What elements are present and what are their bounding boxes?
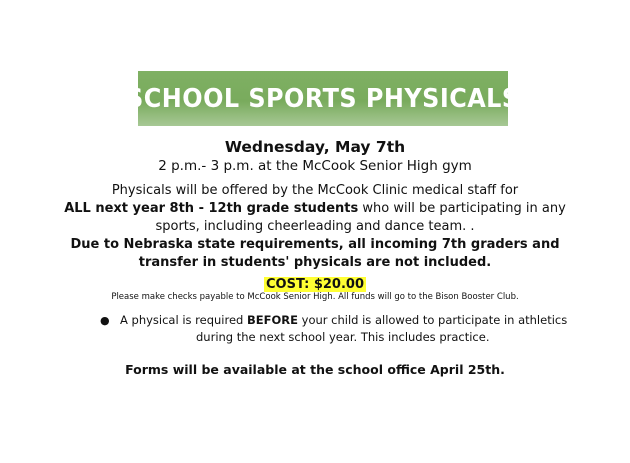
bullet-icon: ● (100, 314, 110, 327)
state-requirement-line-2: transfer in students' physicals are not included. (138, 255, 492, 270)
event-date: Wednesday, May 7th (224, 138, 406, 156)
bullet-line-1 (120, 313, 567, 327)
description-line-1: Physicals will be offered by the McCook Clinic medical staff for (111, 183, 519, 198)
state-requirement-line-1: Due to Nebraska state requirements, all incoming 7th graders and (70, 237, 560, 252)
description-line-2 (0, 201, 630, 216)
cost-line (0, 273, 630, 292)
forms-note: Forms will be available at the school office April 25th. (125, 362, 505, 377)
bullet-text-end: your child is allowed to participate in athletics (297, 313, 568, 327)
bullet-line-2: during the next school year. This includes practice. (196, 330, 490, 344)
checks-note: Please make checks payable to McCook Senior High. All funds will go to the Bison Booster Club. (111, 292, 519, 302)
header-banner (126, 71, 520, 126)
banner-title: SCHOOL SPORTS PHYSICALS (126, 83, 520, 114)
before-emphasis: BEFORE (247, 313, 298, 327)
description-line-2-rest: who will be participating in any (358, 201, 566, 216)
cost-badge: COST: $20.00 (265, 277, 364, 292)
description-line-3: sports, including cheerleading and dance team. . (155, 219, 475, 234)
event-time-location: 2 p.m.- 3 p.m. at the McCook Senior High gym (158, 158, 472, 174)
bullet-text-start: A physical is required (120, 313, 248, 327)
grades-highlight: ALL next year 8th - 12th grade students (64, 201, 359, 216)
